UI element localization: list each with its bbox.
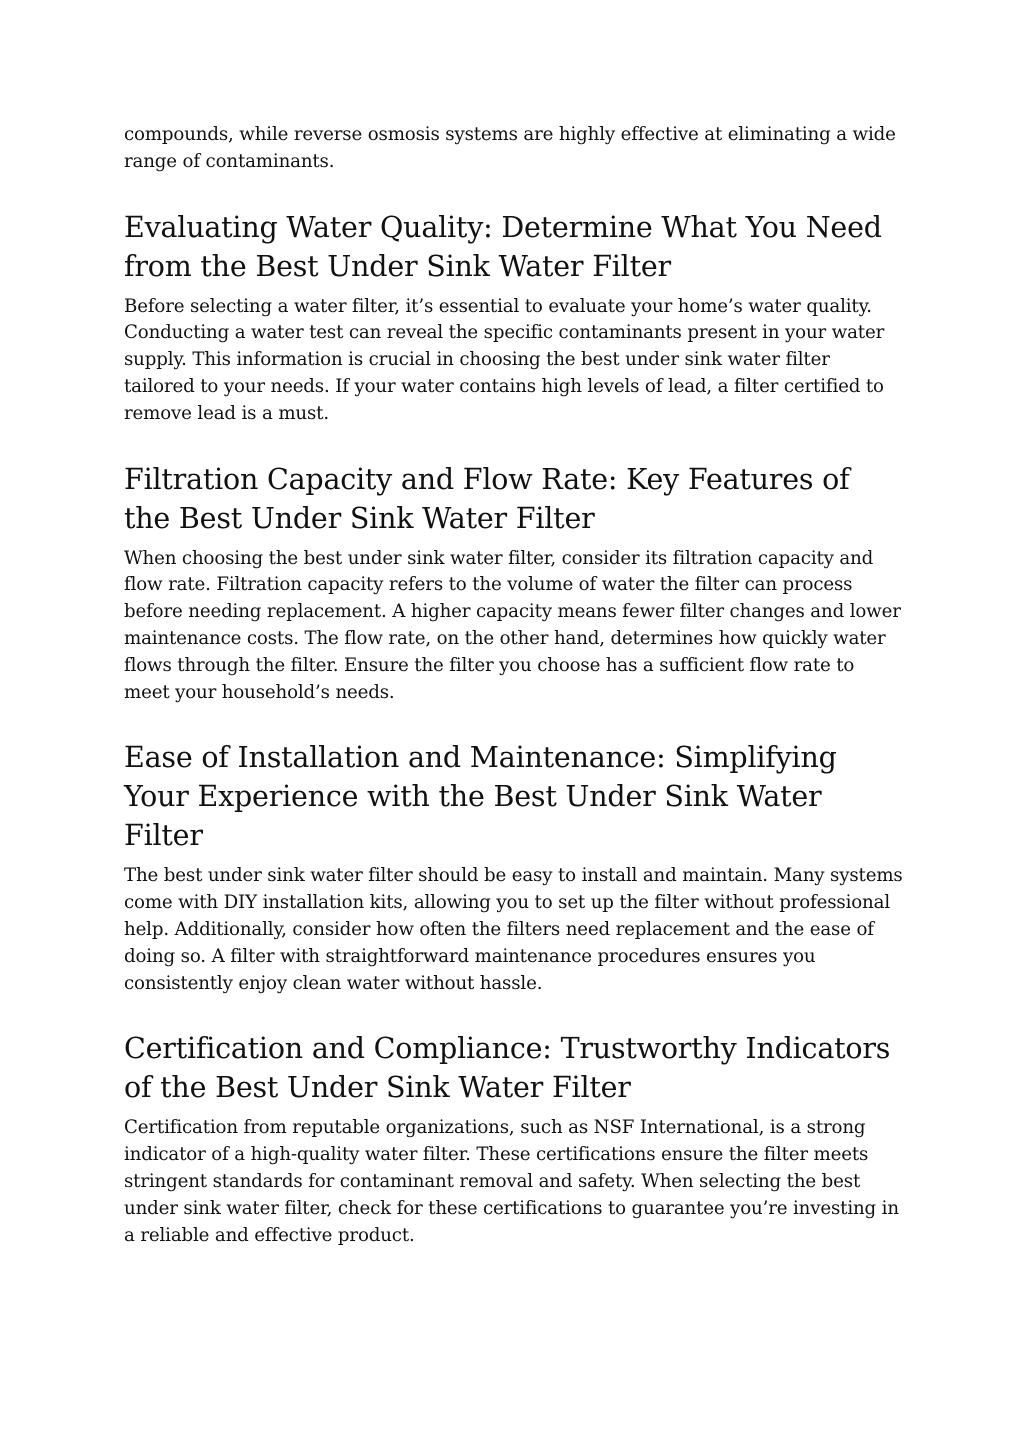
section-evaluating-water-quality (124, 208, 904, 428)
section-paragraph: The best under sink water filter should be easy to install and maintain. Many systems come with DIY installation kits, allowing you to set up the filter without professional help. Additionally, consider how often the filters need replacement and the ease of doing so. A filter with straightforward maintenance procedures ensures you consistently enjoy clean water without hassle. (124, 865, 903, 994)
section-paragraph: When choosing the best under sink water filter, consider its filtration capacity and flow rate. Filtration capacity refers to the volume of water the filter can process before needing replacement. A higher capacity means fewer filter changes and lower maintenance costs. The flow rate, on the other hand, determines how quickly water flows through the filter. Ensure the filter you choose has a sufficient flow rate to meet your household’s needs. (124, 547, 901, 703)
section-heading: Evaluating Water Quality: Determine What You Need from the Best Under Sink Water Filter (124, 210, 882, 283)
section-ease-of-installation (124, 738, 904, 997)
section-heading: Ease of Installation and Maintenance: Simplifying Your Experience with the Best Under Sink Water Filter (124, 741, 837, 853)
section-heading: Certification and Compliance: Trustworthy Indicators of the Best Under Sink Water Filter (124, 1032, 891, 1105)
section-certification-compliance (124, 1029, 904, 1249)
section-heading: Filtration Capacity and Flow Rate: Key Features of the Best Under Sink Water Filter (124, 462, 850, 535)
section-paragraph: Certification from reputable organizations, such as NSF International, is a strong indicator of a high-quality water filter. These certifications ensure the filter meets stringent standards for contaminant removal and safety. When selecting the best under sink water filter, check for these certifications to guarantee you’re investing in a reliable and effective product. (124, 1117, 899, 1246)
document-page (124, 122, 904, 1249)
section-filtration-capacity (124, 460, 904, 707)
section-paragraph: Before selecting a water filter, it’s essential to evaluate your home’s water quality. Conducting a water test can reveal the specific contaminants present in your water supply. This information is crucial in choosing the best under sink water filter tailored to your needs. If your water contains high levels of lead, a filter certified to remove lead is a must. (124, 295, 885, 424)
intro-paragraph: compounds, while reverse osmosis systems are highly effective at eliminating a wide range of contaminants. (124, 124, 896, 172)
